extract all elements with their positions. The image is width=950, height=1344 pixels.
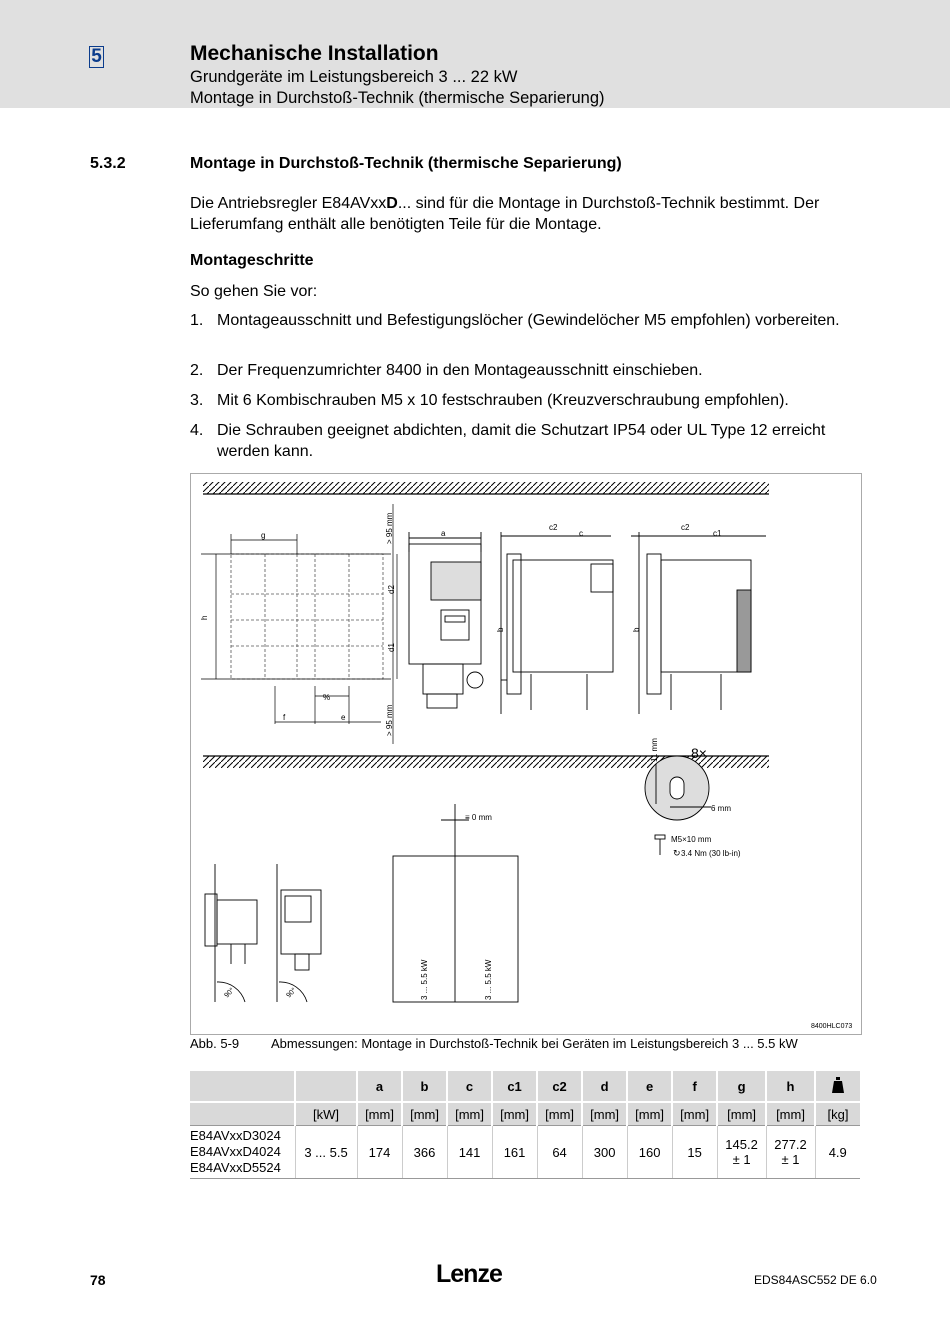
label-c2-2: c2 [681,523,690,532]
header-subtitle-1: Grundgeräte im Leistungsbereich 3 ... 22 kW [190,68,518,86]
header-subtitle-2: Montage in Durchstoß-Technik (thermische Separierung) [190,89,605,107]
label-pct: % [323,693,331,702]
table-cell [766,1126,815,1179]
table-header-cell: c1 [492,1071,537,1102]
table-unit-cell: [mm] [447,1102,492,1126]
table-header-cell: d [582,1071,627,1102]
step-item [190,360,870,381]
model-name: E84AVxxD3024 [190,1128,281,1143]
caption-text: Abmessungen: Montage in Durchstoß-Technik bei Geräten im Leistungsbereich 3 ... 5.5 kW [271,1036,798,1051]
intro-paragraph [190,193,870,235]
label-g: g [261,531,266,540]
table-header-cell: e [627,1071,672,1102]
step-text: Der Frequenzumrichter 8400 in den Montageausschnitt einschieben. [217,362,703,379]
label-e: e [341,713,346,722]
step-number: 4. [190,422,204,439]
intro-suffix: ... sind für die Montage in Durchstoß-Technik bestimmt. Der Lieferumfang enthält alle benötigten Teile für die Montage. [190,195,820,233]
label-a: a [441,529,446,538]
table-unit-cell: [mm] [766,1102,815,1126]
label-zero-gap: ≡ 0 mm [465,813,492,822]
table-header-cell: g [717,1071,766,1102]
device-front-view [409,532,483,708]
table-header-cell: c [447,1071,492,1102]
caption-label: Abb. 5-9 [190,1036,240,1051]
table-header-cell: a [357,1071,402,1102]
table-cell: 141 [447,1126,492,1179]
table-cell: 174 [357,1126,402,1179]
page-number: 78 [90,1272,106,1288]
wall-top-hatch [203,482,769,494]
chapter-number: 5 [89,46,104,68]
table-unit-cell: [mm] [582,1102,627,1126]
label-h: h [200,615,209,620]
torque-arrow-icon: ↻ [673,848,681,858]
table-header-row [190,1071,860,1102]
label-f: f [283,713,286,722]
table-header-cell: c2 [537,1071,582,1102]
table-cell: 300 [582,1126,627,1179]
step-number: 1. [190,312,204,329]
label-angle-2: 90° [285,986,298,1000]
label-power-1: 3 ... 5.5 kW [420,959,429,1000]
table-unit-cell: [mm] [627,1102,672,1126]
table-row [190,1126,860,1179]
label-bottom-clearance: > 95 mm [385,704,394,736]
table-unit-cell: [kg] [815,1102,860,1126]
step-number: 3. [190,392,204,409]
table-cell: 15 [672,1126,717,1179]
table-unit-cell: [mm] [672,1102,717,1126]
label-c1: c1 [713,529,722,538]
label-power-2: 3 ... 5.5 kW [484,959,493,1000]
table-cell: 161 [492,1126,537,1179]
label-b-1: b [496,627,505,632]
table-cell: 160 [627,1126,672,1179]
table-unit-cell: [mm] [357,1102,402,1126]
label-count: 8× [691,745,707,761]
table-cell-models [190,1126,295,1179]
table-header-cell [295,1071,357,1102]
table-unit-cell: [mm] [717,1102,766,1126]
table-cell [717,1126,766,1179]
drawing-code: 8400HLC073 [811,1023,853,1030]
label-hole-width: 6 mm [711,804,731,813]
model-name: E84AVxxD5524 [190,1160,281,1175]
table-unit-cell: [mm] [402,1102,447,1126]
g-tolerance: ± 1 [732,1152,751,1167]
intro-bold: D [386,195,398,212]
step-text: Montageausschnitt und Befestigungslöcher (Gewindelöcher M5 empfohlen) vorbereiten. [217,312,840,329]
table-header-cell: b [402,1071,447,1102]
label-torque: 3.4 Nm (30 lb-in) [681,849,741,858]
g-value: 145.2 [725,1137,758,1152]
label-b-2: b [632,627,641,632]
label-hole-height: 11 mm [650,738,659,762]
steps-intro: So gehen Sie vor: [190,283,318,300]
table-unit-cell [190,1102,295,1126]
page-header [0,0,950,108]
mounting-view-2 [277,864,321,1002]
document-id: EDS84ASC552 DE 6.0 [754,1273,877,1287]
weight-icon [831,1077,845,1093]
label-screw: M5×10 mm [671,835,712,844]
table-header-cell: f [672,1071,717,1102]
table-unit-cell: [kW] [295,1102,357,1126]
dimension-drawing [190,473,862,1035]
table-cell: 64 [537,1126,582,1179]
header-title: Mechanische Installation [190,42,439,65]
table-unit-row [190,1102,860,1126]
intro-prefix: Die Antriebsregler E84AVxx [190,195,387,212]
label-c: c [579,529,583,538]
section-number: 5.3.2 [90,155,126,172]
label-d2: d2 [387,585,396,594]
screw-icon [655,835,665,855]
table-header-cell: h [766,1071,815,1102]
step-item [190,390,870,411]
table-cell: 3 ... 5.5 [295,1126,357,1179]
device-side-view-2 [631,532,766,714]
table-header-cell [190,1071,295,1102]
step-item [190,420,870,462]
table-header-cell [815,1071,860,1102]
section-title: Montage in Durchstoß-Technik (thermische Separierung) [190,155,622,172]
h-tolerance: ± 1 [781,1152,800,1167]
wall-section [393,804,518,1002]
dimensions-table [190,1071,860,1179]
step-text: Die Schrauben geeignet abdichten, damit die Schutzart IP54 oder UL Type 12 erreicht werden kann. [217,422,826,460]
mounting-view-1 [205,864,257,1002]
lenze-logo: Lenze [436,1260,502,1288]
label-angle-1: 90° [223,986,236,1000]
h-value: 277.2 [774,1137,807,1152]
step-item [190,310,870,331]
model-name: E84AVxxD4024 [190,1144,281,1159]
table-cell: 4.9 [815,1126,860,1179]
label-c2-1: c2 [549,523,558,532]
step-text: Mit 6 Kombischrauben M5 x 10 festschrauben (Kreuzverschraubung empfohlen). [217,392,789,409]
cutout-grid [231,554,383,679]
table-unit-cell: [mm] [537,1102,582,1126]
steps-heading: Montageschritte [190,252,314,269]
device-side-view-1 [501,532,613,714]
table-cell: 366 [402,1126,447,1179]
drawing-svg [191,474,861,1034]
label-d1: d1 [387,643,396,652]
label-top-clearance: > 95 mm [385,512,394,544]
table-unit-cell: [mm] [492,1102,537,1126]
step-number: 2. [190,362,204,379]
